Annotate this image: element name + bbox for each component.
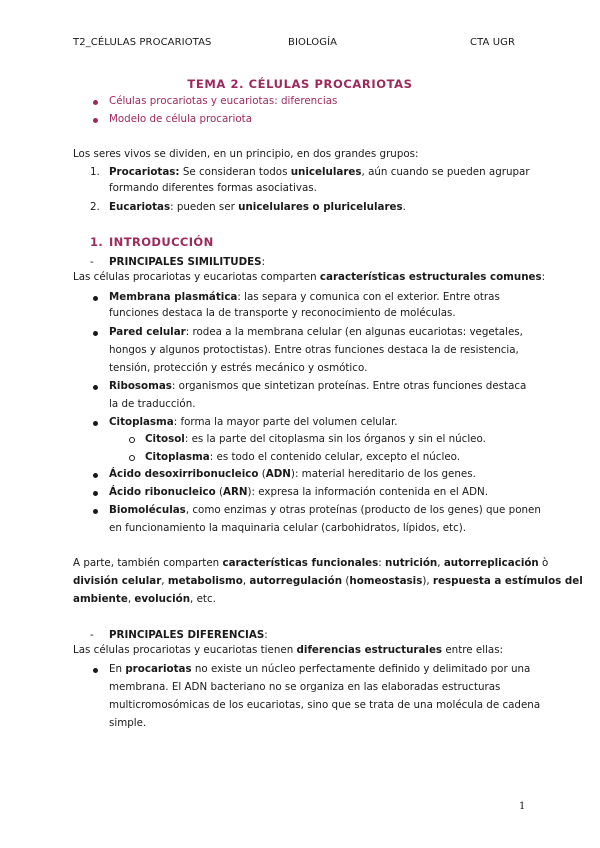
list-item-cont: funciones destaca la de transporte y reconocimiento de moléculas. <box>109 307 456 319</box>
group-number: 2. <box>90 201 100 213</box>
list-item-cont: membrana. El ADN bacteriano no se organiza en las elaboradas estructuras <box>109 681 501 693</box>
list-item: Citoplasma: forma la mayor parte del volumen celular. <box>109 416 398 428</box>
toc-item: Células procariotas y eucariotas: diferencias <box>109 95 338 107</box>
list-item-cont: en funcionamiento la maquinaria celular (carbohidratos, lípidos, etc). <box>109 522 467 534</box>
group-2-line: Eucariotas: pueden ser unicelulares o pluricelulares. <box>109 201 406 213</box>
dash: - <box>90 256 94 268</box>
subsection-title: PRINCIPALES SIMILITUDES: <box>109 256 266 268</box>
bullet-icon <box>93 118 98 123</box>
subsection-title: PRINCIPALES DIFERENCIAS: <box>109 629 268 641</box>
page-title: TEMA 2. CÉLULAS PROCARIOTAS <box>187 77 413 91</box>
differences-intro: Las células procariotas y eucariotas tienen diferencias estructurales entre ellas: <box>73 644 504 656</box>
bullet-icon <box>93 331 98 336</box>
section-number: 1. <box>90 235 104 249</box>
bullet-icon <box>93 296 98 301</box>
bullet-icon <box>93 509 98 514</box>
bullet-icon <box>93 668 98 673</box>
list-subitem: Citoplasma: es todo el contenido celular, excepto el núcleo. <box>145 451 461 463</box>
list-item: Pared celular: rodea a la membrana celular (en algunas eucariotas: vegetales, <box>109 326 523 338</box>
functional-line-3: ambiente, evolución, etc. <box>73 593 216 605</box>
page-number: 1 <box>519 801 526 812</box>
bullet-icon <box>93 100 98 105</box>
list-item: En procariotas no existe un núcleo perfectamente definido y delimitado por una <box>109 663 531 675</box>
circle-bullet-icon <box>129 455 135 461</box>
toc-item: Modelo de célula procariota <box>109 113 253 125</box>
list-subitem: Citosol: es la parte del citoplasma sin los órganos y sin el núcleo. <box>145 433 486 445</box>
group-number: 1. <box>90 166 100 178</box>
list-item: Biomoléculas, como enzimas y otras proteínas (producto de los genes) que ponen <box>109 504 541 516</box>
list-item-cont: simple. <box>109 717 147 729</box>
intro-text: Los seres vivos se dividen, en un principio, en dos grandes grupos: <box>73 148 419 160</box>
header-center: BIOLOGÍA <box>288 37 338 48</box>
bullet-icon <box>93 491 98 496</box>
list-item: Ribosomas: organismos que sintetizan proteínas. Entre otras funciones destaca <box>109 380 527 392</box>
bullet-icon <box>93 385 98 390</box>
list-item: Ácido desoxirribonucleico (ADN): material hereditario de los genes. <box>109 468 476 480</box>
section-title: INTRODUCCIÓN <box>109 235 214 249</box>
circle-bullet-icon <box>129 437 135 443</box>
dash: - <box>90 629 94 641</box>
group-1-line-2: formando diferentes formas asociativas. <box>109 182 317 194</box>
similitudes-intro: Las células procariotas y eucariotas comparten características estructurales comunes: <box>73 271 546 283</box>
header-right: CTA UGR <box>470 37 516 48</box>
list-item: Ácido ribonucleico (ARN): expresa la información contenida en el ADN. <box>109 486 489 498</box>
list-item-cont: multicromosómicas de los eucariotas, sino que se trata de una molécula de cadena <box>109 699 541 711</box>
header-left: T2_CÉLULAS PROCARIOTAS <box>73 37 212 48</box>
bullet-icon <box>93 473 98 478</box>
functional-line-1: A parte, también comparten características funcionales: nutrición, autorreplicación ò <box>73 557 549 569</box>
functional-line-2: división celular, metabolismo, autorregulación (homeostasis), respuesta a estímulos del <box>73 575 583 587</box>
bullet-icon <box>93 421 98 426</box>
list-item: Membrana plasmática: las separa y comunica con el exterior. Entre otras <box>109 291 500 303</box>
list-item-cont: la de traducción. <box>109 398 196 410</box>
group-1-line: Procariotas: Se consideran todos unicelulares, aún cuando se pueden agrupar <box>109 166 530 178</box>
list-item-cont: hongos y algunos protoctistas). Entre otras funciones destaca la de resistencia, <box>109 344 519 356</box>
list-item-cont: tensión, protección y estrés mecánico y osmótico. <box>109 362 368 374</box>
